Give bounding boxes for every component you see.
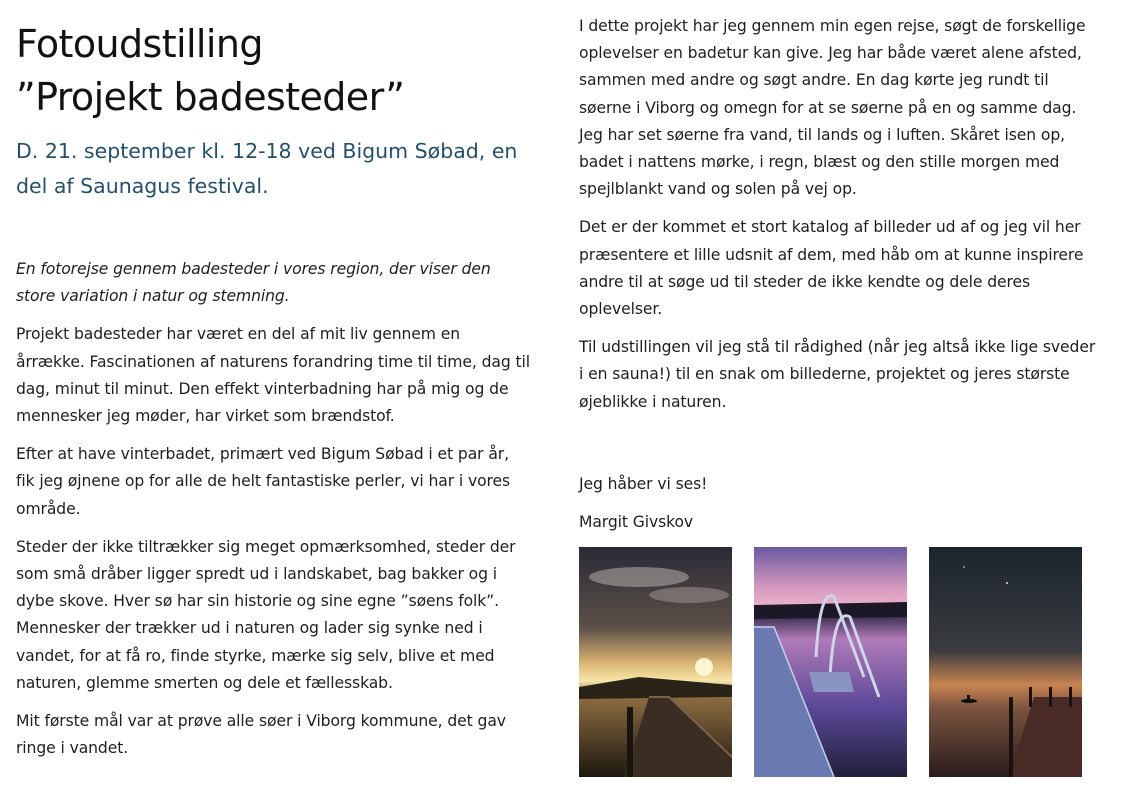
title-line-2: ”Projekt badesteder” [16, 75, 405, 119]
body-paragraph: Det er der kommet et stort katalog af billeder ud af og jeg vil her præsentere et lille udsnit af dem, med håb om at kunne inspirere andre til at søge ud til steder de ikke kendte og dele deres oplevelser. [579, 218, 1084, 319]
left-column [16, 18, 531, 773]
body-paragraph: Til udstillingen vil jeg stå til rådighed (når jeg altså ikke lige sveder i en sauna!) til en snak om billederne, projektet og jeres største øjeblikke i naturen. [579, 338, 1096, 411]
signature: Margit Givskov [579, 513, 694, 532]
misty-rowboat-photo[interactable] [929, 547, 1082, 777]
body-paragraph: Mit første mål var at prøve alle søer i Viborg kommune, det gav ringe i vandet. [16, 712, 506, 758]
body-paragraph: Efter at have vinterbadet, primært ved Bigum Søbad i et par år, fik jeg øjnene op for alle de helt fantastiske perler, vi har i vores område. [16, 445, 511, 518]
event-subtitle: D. 21. september kl. 12-18 ved Bigum Søbad, en del af Saunagus festival. [16, 139, 518, 198]
body-paragraph: I dette projekt har jeg gennem min egen rejse, søgt de forskellige oplevelser en badetur kan give. Jeg har både været alene afsted, sammen med andre og søgt andre. En dag kørte jeg rundt til søerne i Viborg og omegn for at se søerne på en og samme dag. Jeg har set søerne fra vand, til lands og i luften. Skåret isen op, badet i nattens mørke, i regn, blæst og den stille morgen med spejlblankt vand og solen på vej op. [579, 17, 1086, 199]
sunset-jetty-photo[interactable] [579, 547, 732, 777]
right-column [579, 13, 1099, 777]
intro-paragraph: En fotorejse gennem badesteder i vores region, der viser den store variation i natur og stemning. [16, 260, 491, 306]
body-paragraph: Steder der ikke tiltrækker sig meget opmærksomhed, steder der som små dråber ligger spredt ud i landskabet, bag bakker og i dybe skove. Hver sø har sin historie og sine egne ”søens folk”. Mennesker der trækker ud i naturen og lader sig synke ned i vandet, for at få ro, finde styrke, mærke sig selv, blive et med naturen, glemme smerten og dele et fællesskab. [16, 537, 516, 692]
page-title [16, 18, 531, 124]
closing-line: Jeg håber vi ses! [579, 474, 708, 493]
purple-lake-ladder-photo[interactable] [754, 547, 907, 777]
body-paragraph: Projekt badesteder har været en del af mit liv gennem en årrække. Fascinationen af naturens forandring time til time, dag til dag, minut til minut. Den effekt vinterbadning har på mig og de mennesker jeg møder, har virket som brændstof. [16, 325, 530, 426]
photo-gallery [579, 547, 1099, 777]
title-line-1: Fotoudstilling [16, 22, 263, 66]
